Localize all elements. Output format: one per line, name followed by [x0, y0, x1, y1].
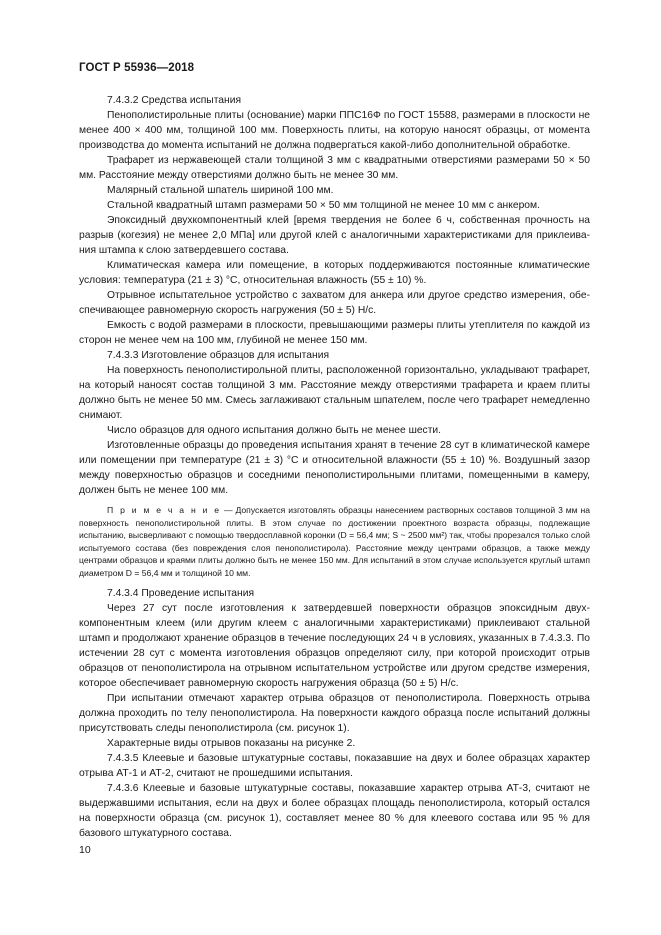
note-label: П р и м е ч а н и е — [107, 505, 222, 515]
paragraph-sample-count: Число образцов для одного испытания должно быть не менее шести. — [107, 425, 442, 436]
page-number: 10 — [79, 844, 91, 856]
document-header: ГОСТ Р 55936—2018 — [79, 62, 195, 74]
paragraph-failure-mode: При испытании отмечают характер отрыва образцов от пенополистирола. Поверхность отрыва должна проходить по телу пенополистирола. На поверхности каждого образца после испытаний должны присутствовать следы пенополистирола (см. рисунок 1). — [79, 692, 590, 734]
paragraph-stencil: Трафарет из нержавеющей стали толщиной 3 мм с квадратными отверстиями размерами 50 × 50 мм. Расстояние между отверстиями должно быть не менее 30 мм. — [79, 155, 590, 181]
section-heading-7-4-3-2: 7.4.3.2 Средства испытания — [107, 95, 242, 106]
paragraph-stamp: Стальной квадратный штамп размерами 50 × 50 мм толщиной не менее 10 мм с анкером. — [107, 200, 540, 211]
paragraph-test-procedure: Через 27 сут после изготовления к затвердевшей поверхности образцов эпоксидным двухкомпонентным клеем (или другим клеем с аналогичными характеристиками) приклеивают стальной штамп и продолжают хранение образцов в течение последующих 24 ч в условиях, указанных в 7.4.3.3. По истечении 28 сут с момента изготовления образцов определяют силу, при которой происходит отрыв образцов от пенополистирола на отрывном испытательном устройстве или другом средстве измерения, которое обеспечивает равномерную скорость нагружения образца (50 ± 5) Н/с. — [79, 602, 590, 689]
paragraph-water-tank: Емкость с водой размерами в плоскости, превышающими размеры плиты утеплителя по каждой из сторон не менее чем на 100 мм, глубиной не менее 150 мм. — [79, 320, 590, 346]
section-heading-7-4-3-3: 7.4.3.3 Изготовление образцов для испытания — [107, 350, 330, 361]
paragraph-7-4-3-5: 7.4.3.5 Клеевые и базовые штукатурные составы, показавшие на двух и более образцах характер отрыва АТ-1 и АТ-2, считают не прошедшими испытания. — [79, 752, 590, 779]
document-body — [79, 93, 590, 841]
paragraph-application: На поверхность пенополистирольной плиты, расположенной горизонтально, укладывают трафарет, на который наносят состав толщиной 3 мм. Расстояние между отверстиями трафарета и краем плиты должно быть не менее 50 мм. Смесь заглаживают стальным шпателем, после чего трафарет немедленно снимают. — [79, 365, 590, 421]
paragraph-figure-ref: Характерные виды отрывов показаны на рисунке 2. — [107, 737, 356, 749]
paragraph-climate-chamber: Климатическая камера или помещение, в которых поддерживаются постоянные климатические условия: температура (21 ± 3) °С, относительная влажность (55 ± 10) %. — [79, 260, 590, 286]
section-heading-7-4-3-4: 7.4.3.4 Проведение испытания — [107, 587, 255, 599]
note-text: — Допускается изготовлять образцы нанесением растворных составов толщиной 3 мм на поверхность пенополистирольной плиты. В этом случае по достижении проектного возраста образцы, подлежащие испытанию, высверливают с помощью твердосплавной коронки (D = 56,4 мм; S ~ 2500 мм²) так, чтобы прорезался только слой испытуемого состава (без повреждения слоя пенополистирола). Расстояние между центрами образцов, а также между центрами образцов и краями плиты должно быть не менее 150 мм. Для испытаний в этом случае используется круглый штамп диаметром D = 56,4 мм и толщиной 10 мм. — [79, 505, 590, 578]
paragraph-epoxy: Эпоксидный двухкомпонентный клей [время твердения не более 6 ч, собственная прочность на разрыв (когезия) не менее 2,0 МПа] или другой клей с аналогичными характеристиками для приклеивания штампа к слою затвердевшего состава. — [79, 215, 590, 256]
note — [79, 504, 590, 580]
paragraph-plates: Пенополистирольные плиты (основание) марки ППС16Ф по ГОСТ 15588, размерами в плоскости не менее 400 × 400 мм, толщиной 100 мм. Поверхность плиты, на которую наносят образцы, от момента производства до момента испытаний не должна подвергаться какой-либо дополнительной обработке. — [79, 110, 590, 151]
paragraph-7-4-3-6: 7.4.3.6 Клеевые и базовые штукатурные составы, показавшие характер отрыва АТ-3, считают не выдержавшими испытания, если на двух и более образцах площадь пенополистирола, который остался на поверхности образца (см. рисунок 1), составляет менее 80 % для клеевого состава или 95 % для базового штукатурного состава. — [79, 782, 590, 839]
paragraph-storage: Изготовленные образцы до проведения испытания хранят в течение 28 сут в климатической камере или помещении при температуре (21 ± 3) °С и относительной влажности (55 ± 10) %. Воздушный зазор между поверхностью образцов и соседними пенополистирольными плитами, помещенными в камеру, должен быть не менее 100 мм. — [79, 440, 590, 496]
paragraph-spatula: Малярный стальной шпатель шириной 100 мм. — [107, 185, 334, 196]
paragraph-pull-device: Отрывное испытательное устройство с захватом для анкера или другое средство измерения, обеспечивающее равномерную скорость нагружения (50 ± 5) Н/с. — [79, 290, 590, 316]
